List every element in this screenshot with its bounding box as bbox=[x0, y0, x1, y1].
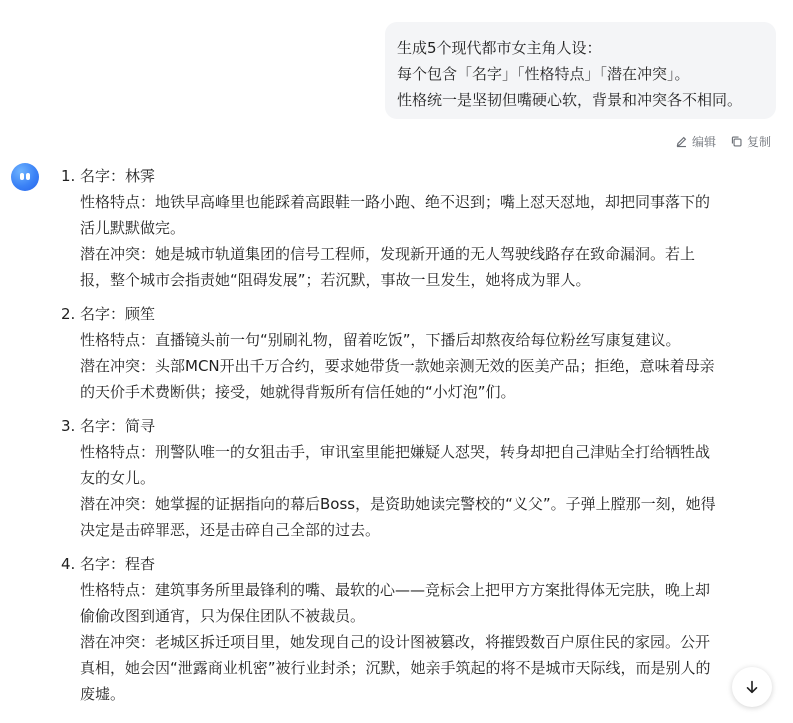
item-name: 名字：程杳 bbox=[80, 555, 156, 573]
item-name: 名字：林霁 bbox=[80, 167, 156, 185]
item-conflict-line: 潜在冲突：她掌握的证据指向的幕后Boss，是资助她读完警校的“义父”。子弹上膛那一刻，她得 bbox=[80, 495, 716, 513]
item-trait-line: 性格特点：地铁早高峰里也能踩着高跟鞋一路小跑、绝不迟到；嘴上怼天怼地，却把同事落下的 bbox=[80, 193, 711, 211]
pencil-icon bbox=[675, 135, 688, 148]
assistant-avatar bbox=[11, 163, 39, 191]
copy-icon bbox=[730, 135, 743, 148]
assistant-answer bbox=[58, 163, 778, 707]
list-number: 2. bbox=[61, 305, 76, 323]
item-conflict-line: 的天价手术费断供；接受，她就得背叛所有信任她的“小灯泡”们。 bbox=[80, 383, 516, 401]
scroll-to-bottom-button[interactable] bbox=[732, 667, 772, 707]
list-number: 3. bbox=[61, 417, 76, 435]
copy-button[interactable] bbox=[730, 133, 771, 150]
list-item bbox=[58, 301, 778, 405]
edit-button[interactable] bbox=[675, 133, 716, 150]
arrow-down-icon bbox=[744, 679, 760, 695]
list-item bbox=[58, 551, 778, 707]
list-number: 4. bbox=[61, 555, 76, 573]
item-trait-line: 友的女儿。 bbox=[80, 469, 156, 487]
item-trait-line: 性格特点：建筑事务所里最锋利的嘴、最软的心——竞标会上把甲方方案批得体无完肤，晚上却 bbox=[80, 581, 711, 599]
item-conflict-line: 决定是击碎罪恶，还是击碎自己全部的过去。 bbox=[80, 521, 381, 539]
edit-label: 编辑 bbox=[691, 135, 716, 149]
copy-label: 复制 bbox=[746, 135, 771, 149]
item-trait-line: 性格特点：直播镜头前一句“别刷礼物，留着吃饭”，下播后却熬夜给每位粉丝写康复建议。 bbox=[80, 331, 681, 349]
item-trait-line: 活儿默默做完。 bbox=[80, 219, 186, 237]
list-item bbox=[58, 413, 778, 543]
item-conflict-line: 废墟。 bbox=[80, 685, 126, 703]
item-conflict-line: 潜在冲突：头部MCN开出千万合约，要求她带货一款她亲测无效的医美产品；拒绝，意味着母亲 bbox=[80, 357, 715, 375]
user-message-line: 生成5个现代都市女主角人设： bbox=[397, 39, 602, 57]
avatar-eye bbox=[20, 173, 24, 180]
message-actions bbox=[675, 133, 771, 150]
item-conflict-line: 潜在冲突：老城区拆迁项目里，她发现自己的设计图被篡改，将摧毁数百户原住民的家园。公开 bbox=[80, 633, 711, 651]
item-name: 名字：顾笙 bbox=[80, 305, 156, 323]
user-message-bubble bbox=[385, 22, 776, 119]
list-number: 1. bbox=[61, 167, 76, 185]
user-message-line: 性格统一是坚韧但嘴硬心软，背景和冲突各不相同。 bbox=[397, 91, 743, 109]
user-message-line: 每个包含「名字」「性格特点」「潜在冲突」。 bbox=[397, 65, 690, 83]
item-conflict-line: 报，整个城市会指责她“阻碍发展”；若沉默，事故一旦发生，她将成为罪人。 bbox=[80, 271, 591, 289]
list-item bbox=[58, 163, 778, 293]
item-trait-line: 性格特点：刑警队唯一的女狙击手，审讯室里能把嫌疑人怼哭，转身却把自己津贴全打给牺牲战 bbox=[80, 443, 711, 461]
item-conflict-line: 真相，她会因“泄露商业机密”被行业封杀；沉默，她亲手筑起的将不是城市天际线，而是别人的 bbox=[80, 659, 711, 677]
avatar-eye bbox=[26, 173, 30, 180]
item-conflict-line: 潜在冲突：她是城市轨道集团的信号工程师，发现新开通的无人驾驶线路存在致命漏洞。若上 bbox=[80, 245, 696, 263]
item-trait-line: 偷偷改图到通宵，只为保住团队不被裁员。 bbox=[80, 607, 366, 625]
item-name: 名字：简寻 bbox=[80, 417, 156, 435]
